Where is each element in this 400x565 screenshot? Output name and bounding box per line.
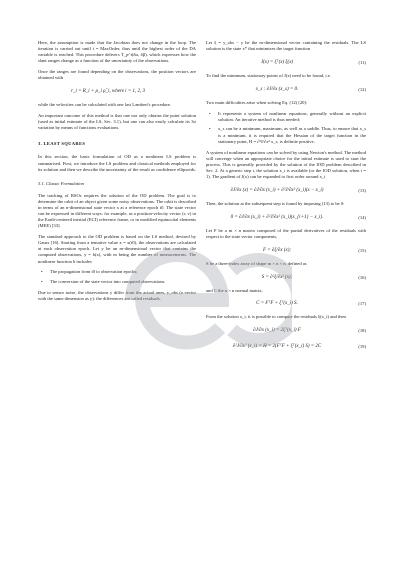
subsection-heading: 3.1. Classic Formulation	[38, 180, 84, 186]
paragraph: Two main difficulties arise when solving Eq. (12) [20]:	[206, 99, 308, 105]
paragraph: The tracking of RSOs requires the solution of the OD problem. The goal is to determine the orbit of an object given some noisy observations. The orbit is described in terms of an n-dimensional state vector x at a reference epoch t0. The state vector can be expressed in different ways: for example, as a position-velocity vector (r, v) in the Earth-centered inertial (ECI) reference frame, or in modified equinoctial elements (MEE) [33].	[38, 192, 196, 229]
equation-body: S = ∂²ξ/∂x² (x);	[261, 274, 293, 280]
paragraph: From the solution x_i, it is possible to compute the residuals ξ(x_i) and then	[206, 314, 346, 320]
equation-number: (11)	[358, 59, 366, 65]
equation-body: x_s : ∂J/∂x (x_s) = 0.	[255, 86, 299, 92]
equation-body: ∂J/∂x (x_i) = 2ξᵀ(x_i) F	[253, 328, 301, 334]
equation-number: (16)	[358, 274, 366, 280]
equation-body: ∂²J/∂x² (x_i) = H = 2(FᵀF + ξᵀ(x_i) S) = 2C	[232, 344, 322, 350]
equation-number: (12)	[358, 86, 366, 92]
paragraph: In this section, the basic formulation of OD as a nonlinear LS problem is summarised. First, we introduce the LS problem and classical methods employed for its solution and then we describe the uncertainty of the result as confidence ellipsoids.	[38, 154, 196, 172]
equation	[206, 272, 366, 284]
equation-body: 0 = ∂J/∂x (x_i) + ∂²J/∂x² (x_i)(x_{i+1} − x_i).	[230, 214, 324, 220]
paragraph: The standard approach to the OD problem is based on the LS method, devised by Gauss [16]. Starting from a tentative value x = x(t0), the observations are calculated at each observation epoch. Let y be an m-dimensional vector that contains the computed observations, y = h(x), with m being the number of measurements. The nonlinear function h includes	[38, 234, 196, 264]
equation	[206, 84, 366, 96]
equation-number: (18)	[358, 328, 366, 334]
bullet-list	[206, 111, 366, 145]
equation-body: J(x) = ξᵀ(x) ξ(x)	[260, 59, 294, 65]
equation-body: F = ∂ξ/∂x (x);	[262, 247, 292, 253]
list-item: • The conversion of the state vector into computed observations.	[38, 279, 196, 285]
list-item: • x_s can be a minimum, maximum, as well as a saddle. Thus, to ensure that x_s is a minimum, it is required that the Hessian of the target function in the stationary point, H = ∂²J/∂x² x_s, is definite positive.	[206, 126, 366, 144]
equation	[206, 185, 366, 197]
paragraph: A system of nonlinear equations can be solved by using Newton's method. The method will converge when an appropriate choice for the initial estimate is used to start the process. This is generally provided by the solution of the IOD problem described in Sec. 2. At a generic step i, the solution x_i is available (or the IOD solution, when i = 1). The gradient of J(x) can be expanded to first order around x_i	[206, 149, 366, 179]
equation	[206, 325, 366, 337]
bullet-list	[38, 269, 196, 285]
paragraph: To find the minimum, stationary points of J(x) need to be found, i.e.	[206, 72, 331, 78]
paragraph: An important outcome of this method is that one not only obtains the point solution (used as initial estimate of the LS, Sec. 3.1), but one can also easily calculate its 3σ variation by means of functions evaluations.	[38, 113, 196, 131]
paragraph: Once the ranges are found depending on the observations, the position vectors are obtained with	[38, 69, 196, 81]
paragraph: S be a three-index array of shape m × n × n, defined as	[206, 260, 307, 266]
list-item: • It represents a system of nonlinear equations, generally without an explicit solution. An iterative method is thus needed;	[206, 111, 366, 123]
equation	[206, 212, 366, 224]
equation-body: r_i = R_i + ρ_i ρ̂_i, where i = 1, 2, 3	[71, 89, 145, 95]
equation-body: C = FᵀF + ξᵀ(x_i) S.	[256, 301, 298, 307]
paragraph: and C the n × n normal matrix,	[206, 287, 263, 293]
equation	[206, 341, 366, 353]
equation-number: (14)	[358, 214, 366, 220]
equation	[206, 245, 366, 257]
section-heading: 3. LEAST SQUARES	[38, 141, 86, 147]
equation-number: (17)	[358, 301, 366, 307]
paragraph: Then, the solution at the subsequent step is found by imposing (13) to be 0:	[206, 200, 345, 206]
equation-number: (19)	[358, 344, 366, 350]
paragraph: Due to sensor noise, the observations y differ from the actual ones, y_obs (a vector with the same dimension as y): the differences are called residuals.	[38, 289, 196, 301]
paragraph: Here, the assumption is made that the Jacobian does not change in the loop. The iteration is carried out until i = MaxOrder, thus until the highest order of the DA variable is reached. This procedure delivers T_p^i(δα, δβ), which expresses how the slant ranges change as a function of the uncertainty of the observations.	[38, 40, 196, 64]
equation	[206, 298, 366, 310]
equation-body: ∂J/∂x (x) = ∂J/∂x (x_i) + ∂²J/∂x² (x_i)(x − x_i)	[230, 187, 324, 193]
paragraph: while the velocities can be calculated with one last Lambert's procedure.	[38, 102, 172, 108]
equation-number: (13)	[358, 187, 366, 193]
left-column	[38, 40, 196, 307]
equation	[38, 86, 196, 98]
paragraph: Let ξ = y_obs − y be the m-dimensional vector containing the residuals. The LS solution is the state x* that minimizes the target function	[206, 40, 366, 52]
list-item: • The propagation from t0 to observation epochs;	[38, 269, 196, 275]
equation	[206, 57, 366, 69]
right-column	[206, 40, 366, 357]
paragraph: Let F be a m × n matrix composed of the partial derivatives of the residuals with respect to the state vector components,	[206, 227, 366, 239]
equation-number: (15)	[358, 247, 366, 253]
